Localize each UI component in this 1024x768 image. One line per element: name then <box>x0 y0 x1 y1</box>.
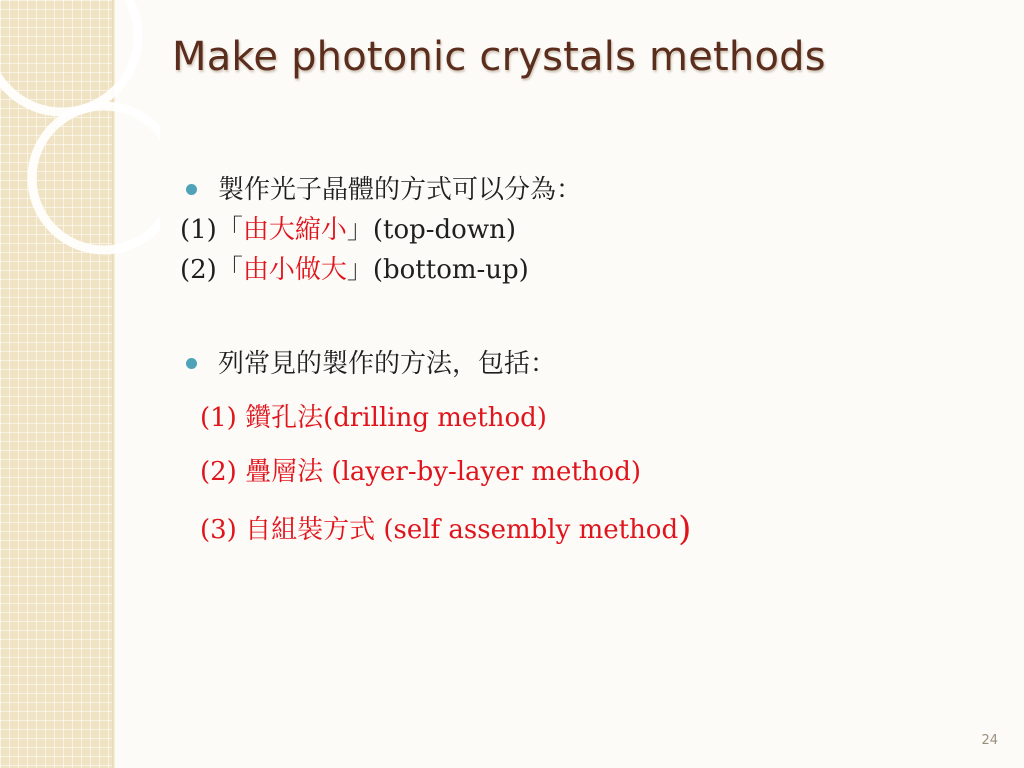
slide-content <box>180 170 980 550</box>
method-layer-by-layer-line: (2) 疊層法 (layer-by-layer method) <box>200 457 641 487</box>
slide-title: Make photonic crystals methods <box>172 34 826 80</box>
item-emphasis: 由大縮小 <box>242 215 347 245</box>
bullet-text: 製作光子晶體的方式可以分為： <box>218 175 583 205</box>
decorative-rings <box>0 0 160 260</box>
method-drilling-line: (1) 鑽孔法(drilling method) <box>200 403 547 433</box>
bullet-item-methods-intro <box>180 170 980 210</box>
bullet-dot-icon <box>186 184 197 195</box>
decorative-ring-top <box>0 0 138 112</box>
page-number: 24 <box>981 733 998 748</box>
item-suffix: 」(bottom-up) <box>346 255 529 285</box>
bullet-item-common-methods <box>180 344 980 384</box>
closing-parenthesis: ) <box>678 509 692 549</box>
item-prefix: (2)「 <box>180 255 243 285</box>
section-spacer <box>180 290 980 344</box>
item-suffix: 」(top-down) <box>346 215 516 245</box>
method-self-assembly-text: (3) 自組裝方式 (self assembly method <box>200 515 679 545</box>
item-emphasis: 由小做大 <box>242 255 347 285</box>
method-self-assembly-line <box>180 510 980 550</box>
bullet-text: 列常見的製作的方法，包括： <box>218 349 557 379</box>
bullet-dot-icon <box>186 358 197 369</box>
method-bottom-up-line <box>180 250 980 290</box>
decorative-ring-bottom <box>32 106 160 250</box>
method-top-down-line <box>180 210 980 250</box>
item-prefix: (1)「 <box>180 215 243 245</box>
